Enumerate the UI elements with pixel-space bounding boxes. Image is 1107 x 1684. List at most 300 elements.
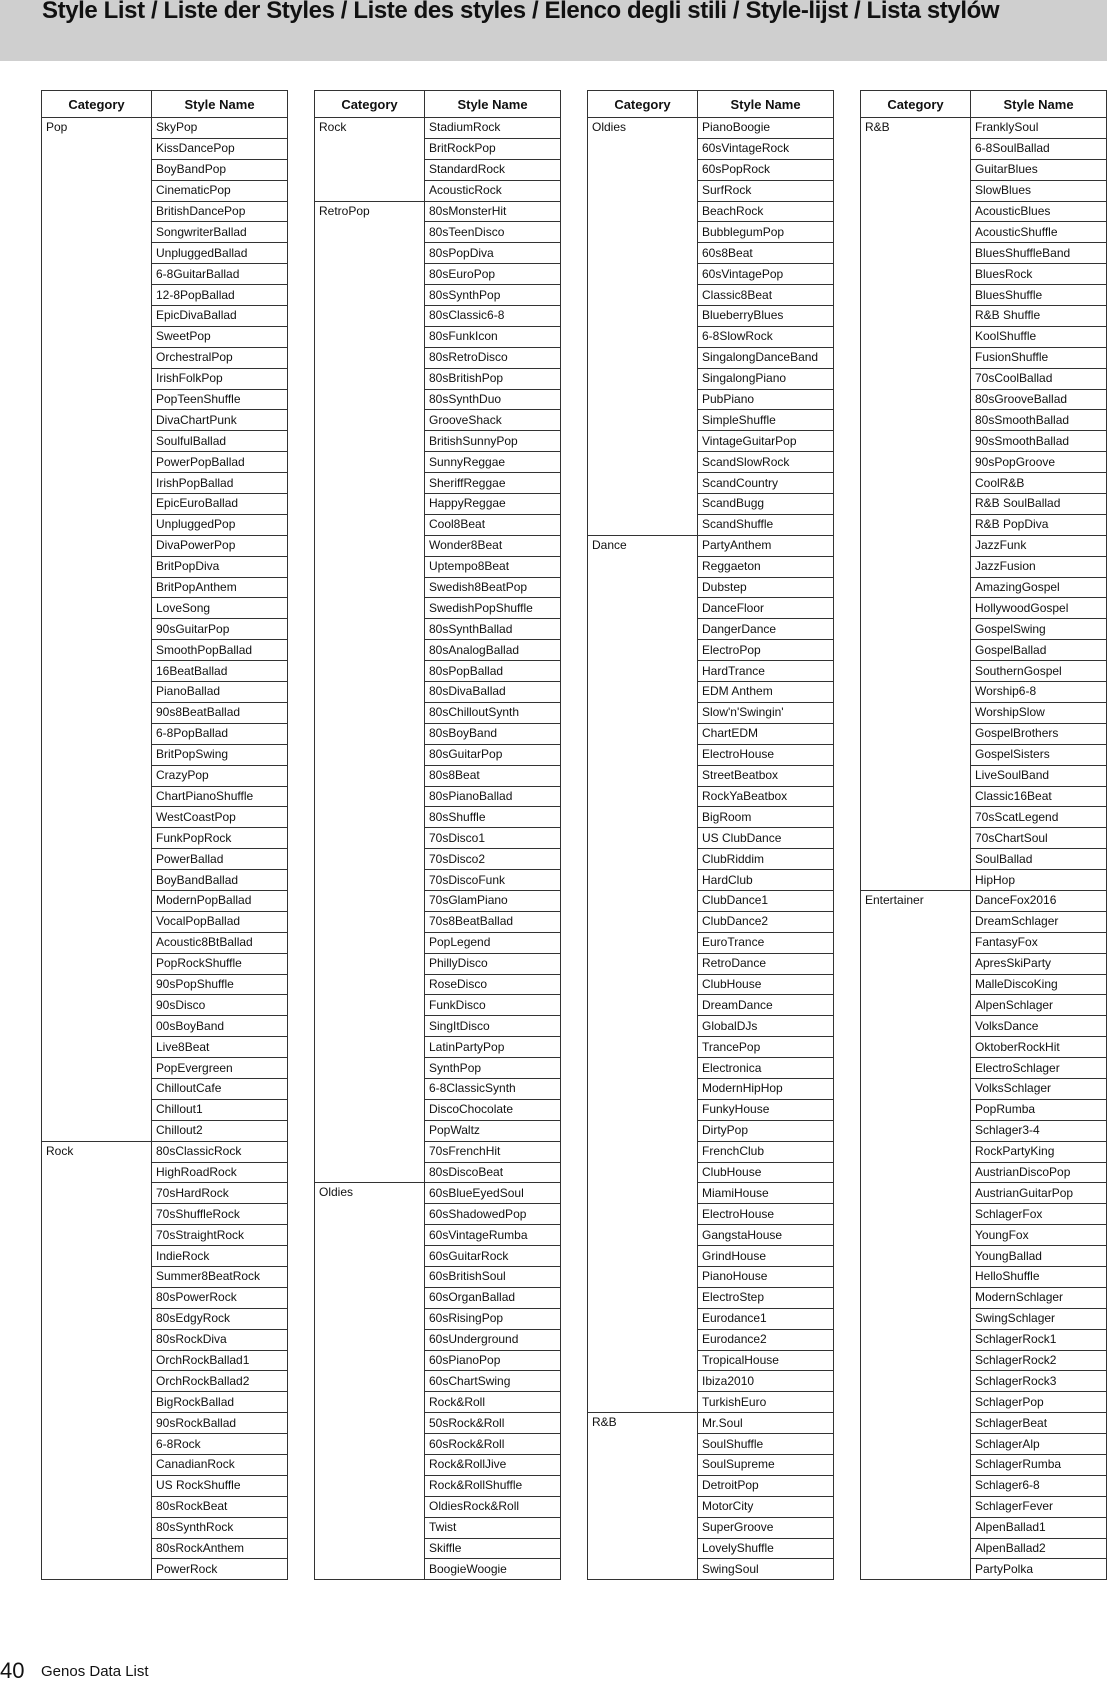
style-name-cell: LoveSong: [152, 598, 288, 619]
style-name-cell: BluesShuffleBand: [971, 243, 1107, 264]
style-name-cell: ClubHouse: [698, 974, 834, 995]
style-name-cell: RetroDance: [698, 953, 834, 974]
style-name-cell: 80sGrooveBallad: [971, 389, 1107, 410]
style-name-cell: 6-8GuitarBallad: [152, 264, 288, 285]
style-name-cell: BoyBandPop: [152, 159, 288, 180]
style-name-cell: 80sBritishPop: [425, 368, 561, 389]
style-name-cell: ElectroHouse: [698, 744, 834, 765]
category-cell: Rock: [315, 118, 425, 202]
style-name-cell: EuroTrance: [698, 932, 834, 953]
style-name-cell: EpicDivaBallad: [152, 306, 288, 327]
style-name-cell: CinematicPop: [152, 180, 288, 201]
style-name-cell: 80sSynthBallad: [425, 619, 561, 640]
style-name-cell: 6-8ClassicSynth: [425, 1078, 561, 1099]
style-name-cell: 60sGuitarRock: [425, 1246, 561, 1267]
style-name-cell: BritRockPop: [425, 138, 561, 159]
style-name-cell: PubPiano: [698, 389, 834, 410]
style-name-cell: BigRockBallad: [152, 1392, 288, 1413]
style-name-cell: GospelBrothers: [971, 723, 1107, 744]
style-name-cell: Classic16Beat: [971, 786, 1107, 807]
style-name-cell: LatinPartyPop: [425, 1037, 561, 1058]
style-name-cell: ClubRiddim: [698, 849, 834, 870]
style-name-cell: YoungFox: [971, 1225, 1107, 1246]
style-name-cell: Classic8Beat: [698, 285, 834, 306]
table-row: [588, 118, 834, 139]
style-name-cell: TropicalHouse: [698, 1350, 834, 1371]
style-name-cell: PopWaltz: [425, 1120, 561, 1141]
style-name-cell: GrindHouse: [698, 1246, 834, 1267]
style-name-cell: 80sRockAnthem: [152, 1538, 288, 1559]
style-name-cell: SongwriterBallad: [152, 222, 288, 243]
style-name-cell: PartyAnthem: [698, 535, 834, 556]
style-name-cell: 16BeatBallad: [152, 661, 288, 682]
style-name-cell: SchlagerRock1: [971, 1329, 1107, 1350]
style-name-cell: TurkishEuro: [698, 1392, 834, 1413]
style-name-cell: 80sSynthDuo: [425, 389, 561, 410]
style-name-cell: BritPopAnthem: [152, 577, 288, 598]
style-name-cell: ModernHipHop: [698, 1078, 834, 1099]
style-table-4: [860, 90, 1107, 1580]
table-header-row: [315, 91, 561, 118]
style-name-cell: SchlagerBeat: [971, 1413, 1107, 1434]
style-name-cell: PopRockShuffle: [152, 953, 288, 974]
style-name-cell: KoolShuffle: [971, 326, 1107, 347]
style-name-cell: WestCoastPop: [152, 807, 288, 828]
table-row: [42, 1141, 288, 1162]
style-name-cell: SoulSupreme: [698, 1455, 834, 1476]
style-name-cell: SmoothPopBallad: [152, 640, 288, 661]
style-name-cell: 80sPianoBallad: [425, 786, 561, 807]
table-row: [42, 118, 288, 139]
style-name-cell: 60sVintagePop: [698, 264, 834, 285]
table-row: [861, 890, 1107, 911]
table-row: [315, 118, 561, 139]
style-name-cell: 80sDivaBallad: [425, 682, 561, 703]
style-name-cell: FunkyHouse: [698, 1099, 834, 1120]
style-name-cell: Live8Beat: [152, 1037, 288, 1058]
style-name-cell: SingItDisco: [425, 1016, 561, 1037]
style-name-cell: EpicEuroBallad: [152, 494, 288, 515]
style-name-cell: 80sAnalogBallad: [425, 640, 561, 661]
style-name-cell: DirtyPop: [698, 1120, 834, 1141]
style-name-cell: R&B PopDiva: [971, 514, 1107, 535]
style-name-cell: DreamSchlager: [971, 911, 1107, 932]
category-cell: Rock: [42, 1141, 152, 1580]
style-name-cell: SlowBlues: [971, 180, 1107, 201]
style-name-cell: PopRumba: [971, 1099, 1107, 1120]
style-name-cell: 70sDisco1: [425, 828, 561, 849]
style-name-cell: CoolR&B: [971, 473, 1107, 494]
style-name-cell: 70sShuffleRock: [152, 1204, 288, 1225]
style-name-cell: 12-8PopBallad: [152, 285, 288, 306]
style-name-cell: ScandCountry: [698, 473, 834, 494]
style-name-cell: 60sVintageRock: [698, 138, 834, 159]
style-name-cell: PartyPolka: [971, 1559, 1107, 1580]
style-table-3: [587, 90, 834, 1580]
table-header-row: [588, 91, 834, 118]
style-name-cell: PowerBallad: [152, 849, 288, 870]
table-row: [315, 201, 561, 222]
style-name-cell: 80sClassic6-8: [425, 306, 561, 327]
style-name-cell: 60sRock&Roll: [425, 1434, 561, 1455]
style-name-cell: Summer8BeatRock: [152, 1266, 288, 1287]
table-row: [315, 1183, 561, 1204]
style-name-cell: HardTrance: [698, 661, 834, 682]
style-name-cell: OktoberRockHit: [971, 1037, 1107, 1058]
category-cell: R&B: [588, 1413, 698, 1580]
style-name-cell: GospelSwing: [971, 619, 1107, 640]
style-name-cell: AlpenBallad1: [971, 1517, 1107, 1538]
category-cell: R&B: [861, 118, 971, 891]
style-name-cell: 80sRetroDisco: [425, 347, 561, 368]
category-cell: Dance: [588, 535, 698, 1412]
style-name-cell: US RockShuffle: [152, 1475, 288, 1496]
style-name-cell: 80sShuffle: [425, 807, 561, 828]
style-name-cell: 80sPopBallad: [425, 661, 561, 682]
style-name-cell: SkyPop: [152, 118, 288, 139]
style-name-cell: AcousticBlues: [971, 201, 1107, 222]
style-name-cell: FrenchClub: [698, 1141, 834, 1162]
style-name-cell: ScandBugg: [698, 494, 834, 515]
style-table-1: [41, 90, 288, 1580]
style-name-cell: ElectroHouse: [698, 1204, 834, 1225]
style-name-cell: 80sFunkIcon: [425, 326, 561, 347]
category-cell: Pop: [42, 118, 152, 1142]
style-name-cell: Acoustic8BtBallad: [152, 932, 288, 953]
style-name-cell: SoulfulBallad: [152, 431, 288, 452]
style-name-cell: AcousticRock: [425, 180, 561, 201]
style-name-cell: SchlagerRumba: [971, 1455, 1107, 1476]
style-name-cell: SynthPop: [425, 1058, 561, 1079]
page-number: 40: [0, 1658, 25, 1683]
category-cell: Entertainer: [861, 890, 971, 1579]
style-name-cell: JazzFunk: [971, 535, 1107, 556]
style-name-cell: BritPopSwing: [152, 744, 288, 765]
document-name: Genos Data List: [41, 1663, 149, 1680]
style-name-cell: IrishPopBallad: [152, 473, 288, 494]
style-name-cell: 80sChilloutSynth: [425, 702, 561, 723]
style-name-cell: 70sFrenchHit: [425, 1141, 561, 1162]
style-name-cell: RockPartyKing: [971, 1141, 1107, 1162]
style-name-cell: 60sBlueEyedSoul: [425, 1183, 561, 1204]
style-name-cell: 6-8SoulBallad: [971, 138, 1107, 159]
style-name-cell: SurfRock: [698, 180, 834, 201]
table-header-row: [42, 91, 288, 118]
style-name-cell: Chillout1: [152, 1099, 288, 1120]
style-name-cell: TrancePop: [698, 1037, 834, 1058]
style-name-cell: PianoBoogie: [698, 118, 834, 139]
style-name-cell: Rock&RollJive: [425, 1455, 561, 1476]
style-name-cell: Swedish8BeatPop: [425, 577, 561, 598]
style-name-cell: PopTeenShuffle: [152, 389, 288, 410]
style-name-cell: SingalongPiano: [698, 368, 834, 389]
style-name-cell: 80sEuroPop: [425, 264, 561, 285]
style-name-cell: CanadianRock: [152, 1455, 288, 1476]
style-name-cell: 80sClassicRock: [152, 1141, 288, 1162]
style-name-cell: WorshipSlow: [971, 702, 1107, 723]
style-name-cell: 60sPianoPop: [425, 1350, 561, 1371]
style-name-cell: GuitarBlues: [971, 159, 1107, 180]
style-name-cell: 60sShadowedPop: [425, 1204, 561, 1225]
style-name-cell: PianoBallad: [152, 682, 288, 703]
style-name-cell: SoulBallad: [971, 849, 1107, 870]
style-name-cell: Schlager6-8: [971, 1475, 1107, 1496]
style-name-cell: PowerRock: [152, 1559, 288, 1580]
category-cell: RetroPop: [315, 201, 425, 1183]
style-name-cell: 6-8Rock: [152, 1434, 288, 1455]
style-name-cell: AcousticShuffle: [971, 222, 1107, 243]
style-name-cell: 80sSynthRock: [152, 1517, 288, 1538]
style-name-cell: OldiesRock&Roll: [425, 1496, 561, 1517]
style-name-cell: HelloShuffle: [971, 1266, 1107, 1287]
style-name-cell: SoulShuffle: [698, 1434, 834, 1455]
style-name-cell: SouthernGospel: [971, 661, 1107, 682]
style-name-cell: Dubstep: [698, 577, 834, 598]
style-name-cell: PhillyDisco: [425, 953, 561, 974]
style-name-cell: DivaPowerPop: [152, 535, 288, 556]
style-name-cell: Eurodance2: [698, 1329, 834, 1350]
style-name-cell: StadiumRock: [425, 118, 561, 139]
style-name-cell: Eurodance1: [698, 1308, 834, 1329]
style-name-cell: ApresSkiParty: [971, 953, 1107, 974]
style-name-cell: FunkPopRock: [152, 828, 288, 849]
style-name-cell: Mr.Soul: [698, 1413, 834, 1434]
style-name-cell: YoungBallad: [971, 1246, 1107, 1267]
style-name-cell: AmazingGospel: [971, 577, 1107, 598]
style-name-cell: PianoHouse: [698, 1266, 834, 1287]
style-name-cell: MalleDiscoKing: [971, 974, 1107, 995]
style-name-cell: Slow'n'Swingin': [698, 702, 834, 723]
style-name-cell: ChartPianoShuffle: [152, 786, 288, 807]
style-name-cell: SchlagerAlp: [971, 1434, 1107, 1455]
style-name-cell: 80sRockBeat: [152, 1496, 288, 1517]
style-name-cell: 80sPopDiva: [425, 243, 561, 264]
style-name-cell: 60sBritishSoul: [425, 1266, 561, 1287]
style-name-cell: Chillout2: [152, 1120, 288, 1141]
style-name-cell: FantasyFox: [971, 932, 1107, 953]
style-name-cell: 70sStraightRock: [152, 1225, 288, 1246]
style-name-cell: 60sVintageRumba: [425, 1225, 561, 1246]
style-name-cell: VolksDance: [971, 1016, 1107, 1037]
style-name-cell: HipHop: [971, 870, 1107, 891]
style-name-header: Style Name: [152, 91, 288, 118]
style-table-2: [314, 90, 561, 1580]
style-name-cell: GrooveShack: [425, 410, 561, 431]
style-name-cell: Rock&RollShuffle: [425, 1475, 561, 1496]
style-name-cell: PopEvergreen: [152, 1058, 288, 1079]
style-name-cell: SuperGroove: [698, 1517, 834, 1538]
style-name-cell: ScandShuffle: [698, 514, 834, 535]
style-name-cell: 6-8SlowRock: [698, 326, 834, 347]
style-name-cell: DiscoChocolate: [425, 1099, 561, 1120]
style-name-cell: Ibiza2010: [698, 1371, 834, 1392]
style-name-cell: Uptempo8Beat: [425, 556, 561, 577]
style-name-cell: Schlager3-4: [971, 1120, 1107, 1141]
style-name-cell: FusionShuffle: [971, 347, 1107, 368]
style-name-cell: BubblegumPop: [698, 222, 834, 243]
style-name-cell: RockYaBeatbox: [698, 786, 834, 807]
style-name-cell: ElectroStep: [698, 1287, 834, 1308]
style-name-cell: StandardRock: [425, 159, 561, 180]
category-header: Category: [315, 91, 425, 118]
style-name-cell: MotorCity: [698, 1496, 834, 1517]
style-name-cell: HighRoadRock: [152, 1162, 288, 1183]
style-name-cell: 90s8BeatBallad: [152, 702, 288, 723]
style-name-cell: 80sBoyBand: [425, 723, 561, 744]
style-name-cell: BlueberryBlues: [698, 306, 834, 327]
style-name-cell: Cool8Beat: [425, 514, 561, 535]
style-name-cell: 80sTeenDisco: [425, 222, 561, 243]
style-name-cell: SchlagerFever: [971, 1496, 1107, 1517]
style-name-cell: ChilloutCafe: [152, 1078, 288, 1099]
style-name-cell: 80sSmoothBallad: [971, 410, 1107, 431]
style-name-cell: BigRoom: [698, 807, 834, 828]
style-name-cell: 90sGuitarPop: [152, 619, 288, 640]
style-name-cell: 70sChartSoul: [971, 828, 1107, 849]
style-name-cell: SchlagerPop: [971, 1392, 1107, 1413]
style-name-cell: AlpenSchlager: [971, 995, 1107, 1016]
category-header: Category: [861, 91, 971, 118]
style-name-cell: SweetPop: [152, 326, 288, 347]
style-name-header: Style Name: [425, 91, 561, 118]
style-name-cell: Wonder8Beat: [425, 535, 561, 556]
style-name-cell: VolksSchlager: [971, 1078, 1107, 1099]
style-name-cell: LiveSoulBand: [971, 765, 1107, 786]
style-name-cell: SunnyReggae: [425, 452, 561, 473]
style-name-cell: SchlagerFox: [971, 1204, 1107, 1225]
table-row: [588, 1413, 834, 1434]
style-name-cell: IndieRock: [152, 1246, 288, 1267]
style-name-cell: 80sEdgyRock: [152, 1308, 288, 1329]
style-name-cell: FranklySoul: [971, 118, 1107, 139]
table-row: [588, 535, 834, 556]
style-name-cell: ElectroPop: [698, 640, 834, 661]
style-name-cell: 60s8Beat: [698, 243, 834, 264]
style-name-cell: SwingSchlager: [971, 1308, 1107, 1329]
style-name-cell: 60sChartSwing: [425, 1371, 561, 1392]
style-name-cell: RoseDisco: [425, 974, 561, 995]
style-name-cell: KissDancePop: [152, 138, 288, 159]
style-name-cell: AustrianGuitarPop: [971, 1183, 1107, 1204]
style-name-cell: 70sDiscoFunk: [425, 870, 561, 891]
style-name-cell: 80sPowerRock: [152, 1287, 288, 1308]
style-name-cell: 70sCoolBallad: [971, 368, 1107, 389]
style-name-cell: BluesShuffle: [971, 285, 1107, 306]
style-name-header: Style Name: [971, 91, 1107, 118]
style-name-cell: DangerDance: [698, 619, 834, 640]
style-name-cell: VocalPopBallad: [152, 911, 288, 932]
style-name-cell: ScandSlowRock: [698, 452, 834, 473]
style-name-cell: OrchestralPop: [152, 347, 288, 368]
style-name-cell: R&B SoulBallad: [971, 494, 1107, 515]
style-name-cell: GangstaHouse: [698, 1225, 834, 1246]
style-name-cell: FunkDisco: [425, 995, 561, 1016]
style-name-cell: BritPopDiva: [152, 556, 288, 577]
style-name-cell: BoogieWoogie: [425, 1559, 561, 1580]
style-name-cell: Skiffle: [425, 1538, 561, 1559]
style-name-cell: SingalongDanceBand: [698, 347, 834, 368]
style-name-cell: BritishDancePop: [152, 201, 288, 222]
style-name-cell: UnpluggedPop: [152, 514, 288, 535]
style-name-cell: GospelSisters: [971, 744, 1107, 765]
style-name-cell: UnpluggedBallad: [152, 243, 288, 264]
style-name-cell: DetroitPop: [698, 1475, 834, 1496]
style-name-cell: PowerPopBallad: [152, 452, 288, 473]
style-name-cell: OrchRockBallad2: [152, 1371, 288, 1392]
style-name-cell: 80sRockDiva: [152, 1329, 288, 1350]
style-name-cell: MiamiHouse: [698, 1183, 834, 1204]
style-name-cell: BluesRock: [971, 264, 1107, 285]
style-name-cell: SwedishPopShuffle: [425, 598, 561, 619]
style-name-cell: JazzFusion: [971, 556, 1107, 577]
style-name-cell: 70sScatLegend: [971, 807, 1107, 828]
style-name-cell: 60sOrganBallad: [425, 1287, 561, 1308]
style-name-header: Style Name: [698, 91, 834, 118]
style-name-cell: DreamDance: [698, 995, 834, 1016]
style-name-cell: SwingSoul: [698, 1559, 834, 1580]
category-header: Category: [588, 91, 698, 118]
style-name-cell: ClubHouse: [698, 1162, 834, 1183]
style-name-cell: PopLegend: [425, 932, 561, 953]
style-name-cell: BritishSunnyPop: [425, 431, 561, 452]
style-name-cell: GlobalDJs: [698, 1016, 834, 1037]
style-name-cell: EDM Anthem: [698, 682, 834, 703]
style-name-cell: VintageGuitarPop: [698, 431, 834, 452]
category-cell: Oldies: [588, 118, 698, 536]
style-name-cell: OrchRockBallad1: [152, 1350, 288, 1371]
style-name-cell: SchlagerRock2: [971, 1350, 1107, 1371]
style-name-cell: 60sPopRock: [698, 159, 834, 180]
style-name-cell: DivaChartPunk: [152, 410, 288, 431]
style-name-cell: 6-8PopBallad: [152, 723, 288, 744]
style-name-cell: 70sGlamPiano: [425, 890, 561, 911]
style-name-cell: SheriffReggae: [425, 473, 561, 494]
style-name-cell: CrazyPop: [152, 765, 288, 786]
style-name-cell: StreetBeatbox: [698, 765, 834, 786]
page-title: Style List / Liste der Styles / Liste des styles / Elenco degli stili / Style-lijst / Lista stylów: [42, 0, 1000, 24]
style-name-cell: 00sBoyBand: [152, 1016, 288, 1037]
category-cell: Oldies: [315, 1183, 425, 1580]
style-name-cell: 60sRisingPop: [425, 1308, 561, 1329]
style-name-cell: IrishFolkPop: [152, 368, 288, 389]
style-name-cell: 80sDiscoBeat: [425, 1162, 561, 1183]
style-name-cell: 90sPopGroove: [971, 452, 1107, 473]
style-name-cell: 90sRockBallad: [152, 1413, 288, 1434]
style-name-cell: US ClubDance: [698, 828, 834, 849]
style-name-cell: 60sUnderground: [425, 1329, 561, 1350]
style-name-cell: ElectroSchlager: [971, 1058, 1107, 1079]
style-name-cell: 90sPopShuffle: [152, 974, 288, 995]
style-name-cell: Electronica: [698, 1058, 834, 1079]
style-name-cell: 80s8Beat: [425, 765, 561, 786]
category-header: Category: [42, 91, 152, 118]
style-name-cell: Rock&Roll: [425, 1392, 561, 1413]
style-name-cell: ClubDance1: [698, 890, 834, 911]
style-name-cell: ClubDance2: [698, 911, 834, 932]
style-name-cell: Worship6-8: [971, 682, 1107, 703]
style-name-cell: HollywoodGospel: [971, 598, 1107, 619]
title-bar: [0, 0, 1107, 61]
style-name-cell: 70s8BeatBallad: [425, 911, 561, 932]
style-name-cell: R&B Shuffle: [971, 306, 1107, 327]
style-name-cell: AlpenBallad2: [971, 1538, 1107, 1559]
style-name-cell: BeachRock: [698, 201, 834, 222]
style-name-cell: GospelBallad: [971, 640, 1107, 661]
style-name-cell: 80sSynthPop: [425, 285, 561, 306]
style-name-cell: Twist: [425, 1517, 561, 1538]
style-name-cell: DanceFox2016: [971, 890, 1107, 911]
style-name-cell: LovelyShuffle: [698, 1538, 834, 1559]
